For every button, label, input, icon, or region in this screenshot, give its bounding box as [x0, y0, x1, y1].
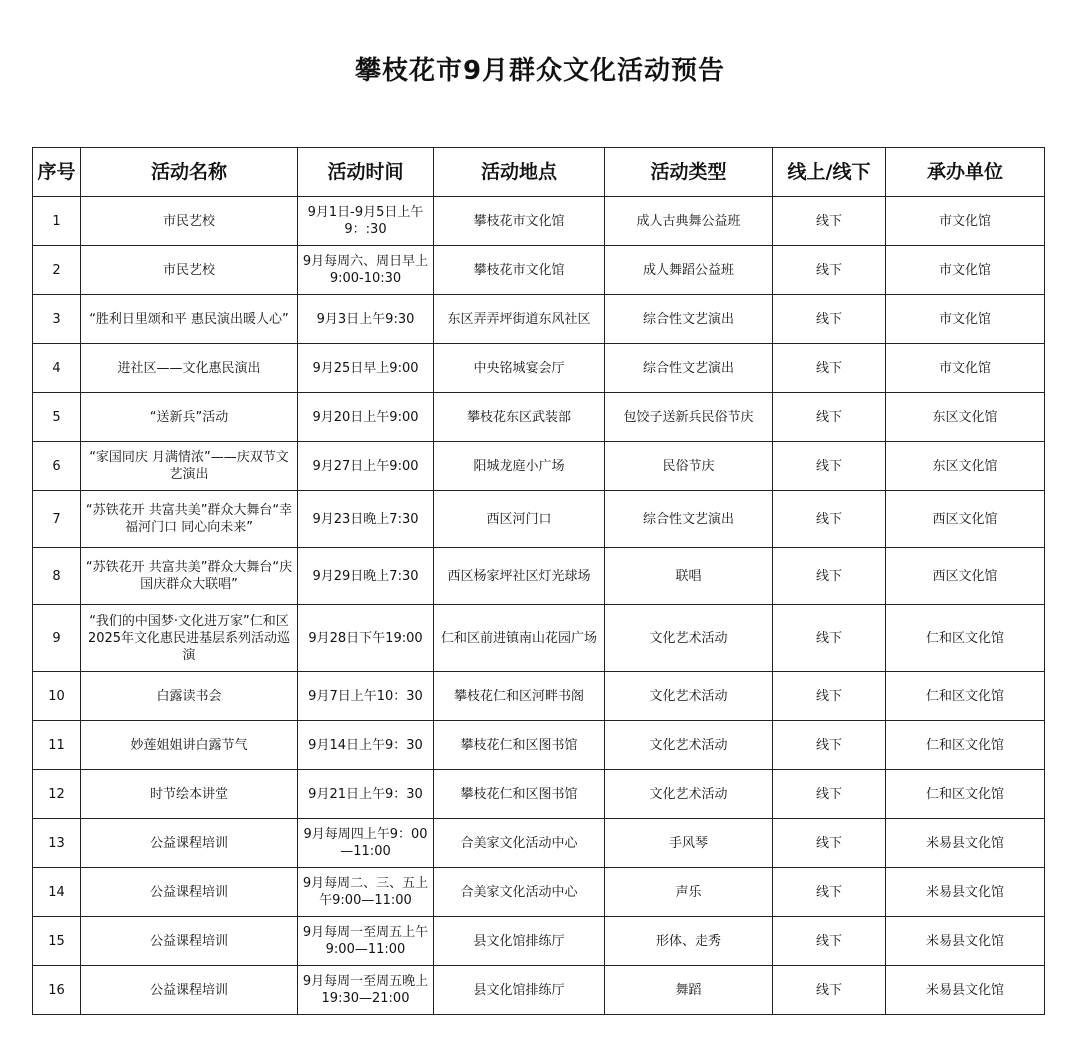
cell-place: 县文化馆排练厅: [434, 917, 605, 966]
cell-type: 成人舞蹈公益班: [605, 246, 773, 295]
cell-org: 市文化馆: [886, 295, 1045, 344]
cell-type: 综合性文艺演出: [605, 295, 773, 344]
cell-name: “胜利日里颂和平 惠民演出暖人心”: [81, 295, 298, 344]
cell-no: 15: [33, 917, 81, 966]
cell-no: 4: [33, 344, 81, 393]
header-no: 序号: [33, 148, 81, 197]
cell-mode: 线下: [773, 605, 886, 672]
cell-type: 民俗节庆: [605, 442, 773, 491]
cell-time: 9月21日上午9：30: [298, 770, 434, 819]
cell-place: 攀枝花市文化馆: [434, 197, 605, 246]
cell-time: 9月7日上午10：30: [298, 672, 434, 721]
cell-no: 11: [33, 721, 81, 770]
cell-name: 白露读书会: [81, 672, 298, 721]
cell-no: 16: [33, 966, 81, 1015]
cell-time: 9月29日晚上7:30: [298, 548, 434, 605]
cell-name: 时节绘本讲堂: [81, 770, 298, 819]
cell-no: 7: [33, 491, 81, 548]
table-row: [33, 868, 1045, 917]
cell-place: 攀枝花市文化馆: [434, 246, 605, 295]
cell-name: “我们的中国梦·文化进万家”仁和区2025年文化惠民进基层系列活动巡演: [81, 605, 298, 672]
cell-name: “苏铁花开 共富共美”群众大舞台“幸福河门口 同心向未来”: [81, 491, 298, 548]
cell-place: 合美家文化活动中心: [434, 868, 605, 917]
cell-name: 市民艺校: [81, 197, 298, 246]
cell-place: 县文化馆排练厅: [434, 966, 605, 1015]
cell-mode: 线下: [773, 672, 886, 721]
cell-type: 手风琴: [605, 819, 773, 868]
cell-mode: 线下: [773, 393, 886, 442]
cell-mode: 线下: [773, 868, 886, 917]
cell-time: 9月每周一至周五晚上19:30—21:00: [298, 966, 434, 1015]
page-title: 攀枝花市9月群众文化活动预告: [354, 56, 726, 86]
cell-type: 文化艺术活动: [605, 672, 773, 721]
cell-name: 妙莲姐姐讲白露节气: [81, 721, 298, 770]
cell-mode: 线下: [773, 917, 886, 966]
cell-time: 9月20日上午9:00: [298, 393, 434, 442]
cell-org: 米易县文化馆: [886, 966, 1045, 1015]
cell-time: 9月每周二、三、五上午9:00—11:00: [298, 868, 434, 917]
cell-type: 文化艺术活动: [605, 605, 773, 672]
cell-org: 市文化馆: [886, 246, 1045, 295]
header-name: 活动名称: [81, 148, 298, 197]
cell-place: 攀枝花仁和区图书馆: [434, 770, 605, 819]
cell-mode: 线下: [773, 548, 886, 605]
cell-type: 形体、走秀: [605, 917, 773, 966]
cell-no: 8: [33, 548, 81, 605]
cell-type: 舞蹈: [605, 966, 773, 1015]
cell-mode: 线下: [773, 197, 886, 246]
cell-place: 东区弄弄坪街道东风社区: [434, 295, 605, 344]
cell-time: 9月25日早上9:00: [298, 344, 434, 393]
cell-mode: 线下: [773, 295, 886, 344]
header-time: 活动时间: [298, 148, 434, 197]
table-row: [33, 966, 1045, 1015]
table-row: [33, 491, 1045, 548]
cell-no: 14: [33, 868, 81, 917]
table-row: [33, 721, 1045, 770]
cell-time: 9月1日-9月5日上午9：:30: [298, 197, 434, 246]
cell-no: 6: [33, 442, 81, 491]
cell-place: 合美家文化活动中心: [434, 819, 605, 868]
cell-type: 综合性文艺演出: [605, 491, 773, 548]
cell-org: 米易县文化馆: [886, 868, 1045, 917]
cell-place: 西区杨家坪社区灯光球场: [434, 548, 605, 605]
cell-place: 中央铭城宴会厅: [434, 344, 605, 393]
cell-name: 公益课程培训: [81, 966, 298, 1015]
cell-org: 仁和区文化馆: [886, 672, 1045, 721]
cell-mode: 线下: [773, 491, 886, 548]
cell-place: 阳城龙庭小广场: [434, 442, 605, 491]
table-row: [33, 672, 1045, 721]
cell-org: 仁和区文化馆: [886, 605, 1045, 672]
table-row: [33, 770, 1045, 819]
cell-place: 仁和区前进镇南山花园广场: [434, 605, 605, 672]
cell-time: 9月每周六、周日早上9:00-10:30: [298, 246, 434, 295]
cell-org: 米易县文化馆: [886, 917, 1045, 966]
cell-mode: 线下: [773, 246, 886, 295]
cell-name: “苏铁花开 共富共美”群众大舞台“庆国庆群众大联唱”: [81, 548, 298, 605]
cell-org: 仁和区文化馆: [886, 770, 1045, 819]
table-row: [33, 295, 1045, 344]
cell-place: 西区河门口: [434, 491, 605, 548]
cell-type: 文化艺术活动: [605, 721, 773, 770]
cell-no: 9: [33, 605, 81, 672]
cell-mode: 线下: [773, 819, 886, 868]
table-row: [33, 442, 1045, 491]
cell-time: 9月27日上午9:00: [298, 442, 434, 491]
cell-place: 攀枝花仁和区图书馆: [434, 721, 605, 770]
cell-time: 9月23日晚上7:30: [298, 491, 434, 548]
cell-time: 9月每周四上午9：00—11:00: [298, 819, 434, 868]
cell-no: 13: [33, 819, 81, 868]
cell-time: 9月每周一至周五上午9:00—11:00: [298, 917, 434, 966]
table-row: [33, 344, 1045, 393]
cell-org: 西区文化馆: [886, 548, 1045, 605]
table-row: [33, 393, 1045, 442]
cell-type: 文化艺术活动: [605, 770, 773, 819]
cell-type: 综合性文艺演出: [605, 344, 773, 393]
cell-no: 3: [33, 295, 81, 344]
cell-name: 市民艺校: [81, 246, 298, 295]
cell-no: 10: [33, 672, 81, 721]
cell-name: 公益课程培训: [81, 819, 298, 868]
cell-mode: 线下: [773, 442, 886, 491]
activity-table: [32, 147, 1045, 1015]
cell-type: 成人古典舞公益班: [605, 197, 773, 246]
table-row: [33, 197, 1045, 246]
cell-mode: 线下: [773, 770, 886, 819]
header-mode: 线上/线下: [773, 148, 886, 197]
cell-org: 东区文化馆: [886, 442, 1045, 491]
cell-name: 进社区——文化惠民演出: [81, 344, 298, 393]
cell-place: 攀枝花东区武装部: [434, 393, 605, 442]
cell-time: 9月28日下午19:00: [298, 605, 434, 672]
cell-time: 9月14日上午9：30: [298, 721, 434, 770]
cell-name: “送新兵”活动: [81, 393, 298, 442]
cell-org: 仁和区文化馆: [886, 721, 1045, 770]
cell-type: 声乐: [605, 868, 773, 917]
header-row: [33, 148, 1045, 197]
cell-type: 联唱: [605, 548, 773, 605]
cell-org: 市文化馆: [886, 197, 1045, 246]
cell-no: 5: [33, 393, 81, 442]
table-row: [33, 605, 1045, 672]
cell-no: 2: [33, 246, 81, 295]
cell-time: 9月3日上午9:30: [298, 295, 434, 344]
cell-name: “家国同庆 月满情浓”——庆双节文艺演出: [81, 442, 298, 491]
cell-mode: 线下: [773, 721, 886, 770]
cell-org: 市文化馆: [886, 344, 1045, 393]
cell-name: 公益课程培训: [81, 917, 298, 966]
cell-mode: 线下: [773, 344, 886, 393]
header-type: 活动类型: [605, 148, 773, 197]
cell-mode: 线下: [773, 966, 886, 1015]
cell-place: 攀枝花仁和区河畔书阁: [434, 672, 605, 721]
cell-org: 西区文化馆: [886, 491, 1045, 548]
table-row: [33, 917, 1045, 966]
cell-org: 米易县文化馆: [886, 819, 1045, 868]
cell-no: 12: [33, 770, 81, 819]
cell-type: 包饺子送新兵民俗节庆: [605, 393, 773, 442]
header-place: 活动地点: [434, 148, 605, 197]
table-row: [33, 246, 1045, 295]
table-row: [33, 819, 1045, 868]
table-row: [33, 548, 1045, 605]
header-org: 承办单位: [886, 148, 1045, 197]
cell-no: 1: [33, 197, 81, 246]
cell-org: 东区文化馆: [886, 393, 1045, 442]
cell-name: 公益课程培训: [81, 868, 298, 917]
